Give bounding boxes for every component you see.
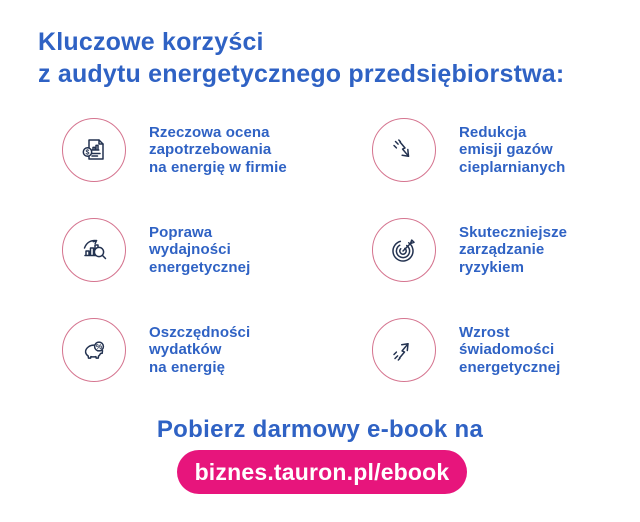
percent-symbol: % xyxy=(95,344,103,351)
icon-circle xyxy=(372,318,436,382)
benefit-item-4 xyxy=(372,218,640,282)
icon-circle xyxy=(62,318,126,382)
benefits-row-2 xyxy=(62,218,640,318)
cta-text: Pobierz darmowy e-book na xyxy=(156,416,484,443)
benefit-item-6 xyxy=(372,318,640,382)
icon-circle xyxy=(372,218,436,282)
benefit-item-1 xyxy=(62,118,372,182)
benefits-row-3 xyxy=(62,318,640,418)
arrow-up-icon xyxy=(386,332,422,368)
benefit-label: Rzeczowa ocena zapotrzebowania na energię w firmie xyxy=(149,123,287,176)
benefits-grid xyxy=(62,118,640,418)
dollar-symbol: $ xyxy=(85,149,90,157)
benefit-label: Oszczędności wydatków na energię xyxy=(149,323,251,376)
benefit-item-3 xyxy=(62,218,372,282)
benefits-row-1 xyxy=(62,118,640,218)
benefit-label: Redukcja emisji gazów cieplarnianych xyxy=(459,123,566,176)
benefit-item-2 xyxy=(372,118,640,182)
page-title xyxy=(38,26,618,90)
ebook-url-button[interactable] xyxy=(177,450,467,494)
audit-report-icon xyxy=(76,132,112,168)
page-title-line2: z audytu energetycznego przedsiębiorstwa: xyxy=(38,60,565,88)
icon-circle xyxy=(62,118,126,182)
benefit-label: Poprawa wydajności energetycznej xyxy=(149,223,251,276)
icon-circle xyxy=(372,118,436,182)
target-dart-icon xyxy=(386,232,422,268)
page-title-line1: Kluczowe korzyści xyxy=(38,28,264,56)
icon-circle xyxy=(62,218,126,282)
benefit-label: Wzrost świadomości energetycznej xyxy=(459,323,561,376)
benefit-item-5 xyxy=(62,318,372,382)
piggy-bank-percent-icon xyxy=(76,332,112,368)
arrow-down-icon xyxy=(386,132,422,168)
benefit-label: Skuteczniejsze zarządzanie ryzykiem xyxy=(459,223,568,276)
chart-growth-magnifier-icon xyxy=(76,232,112,268)
ebook-url-label: biznes.tauron.pl/ebook xyxy=(194,458,450,485)
